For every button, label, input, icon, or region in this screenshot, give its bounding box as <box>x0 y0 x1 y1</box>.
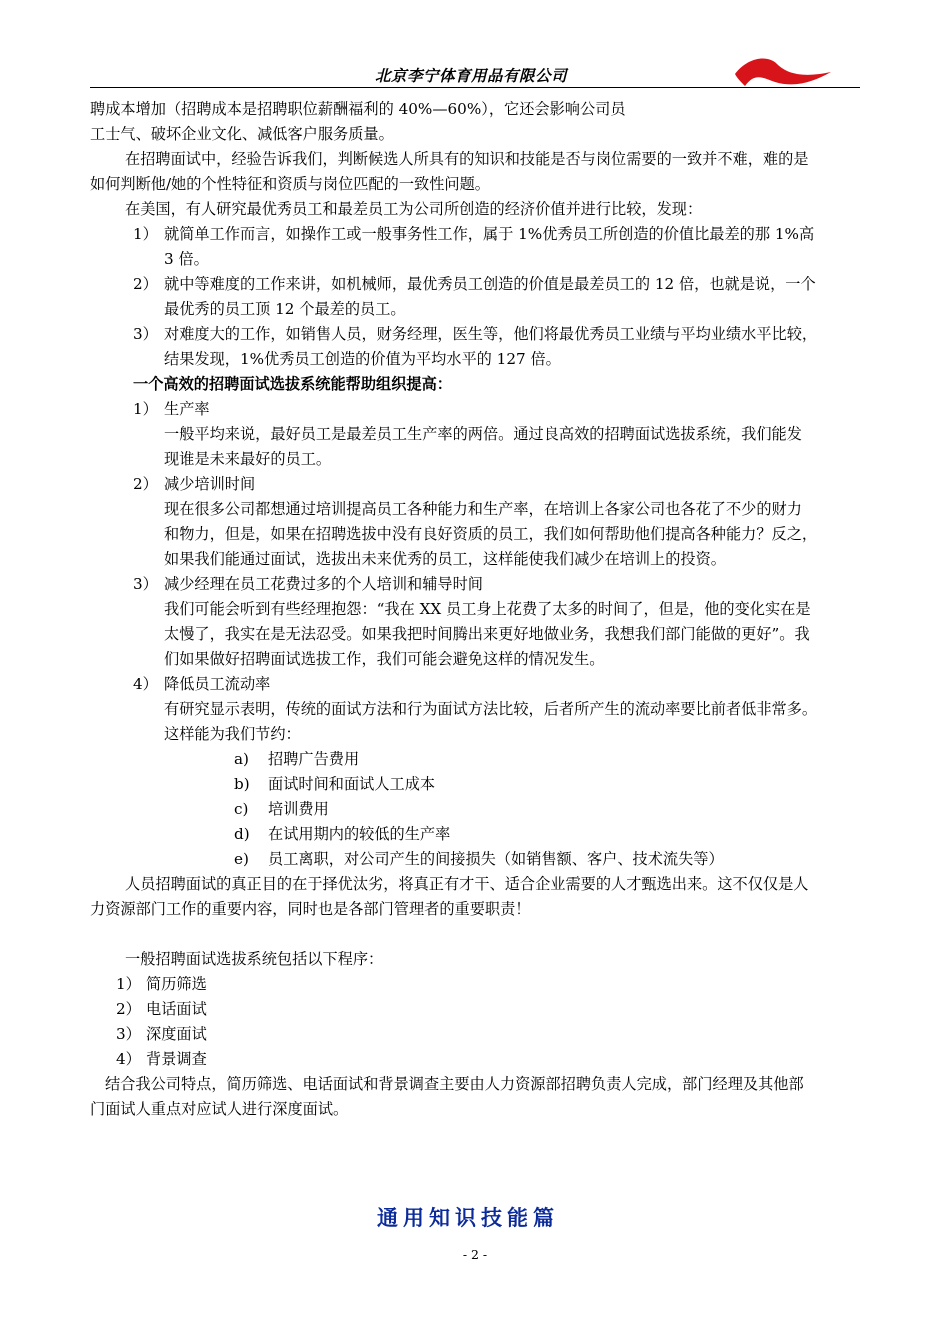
sub-list-item: 员工离职，对公司产生的间接损失（如销售额、客户、技术流失等） <box>268 850 724 868</box>
list-number: 2） <box>133 275 158 293</box>
list-item-text: 这样能为我们节约： <box>164 725 301 743</box>
sub-list-letter: c) <box>234 800 249 818</box>
sub-list-item: 面试时间和面试人工成本 <box>268 775 436 793</box>
sub-list-item: 培训费用 <box>268 800 329 818</box>
list-item-heading: 降低员工流动率 <box>164 675 271 693</box>
step-text: 简历筛选 <box>146 975 207 993</box>
paragraph-line: 人员招聘面试的真正目的在于择优汰劣，将真正有才干、适合企业需要的人才甄选出来。这不仅仅是人 <box>125 875 809 893</box>
list-number: 1） <box>133 400 158 418</box>
header-company-name: 北京李宁体育用品有限公司 <box>375 67 568 85</box>
section-heading: 一个高效的招聘面试选拔系统能帮助组织提高： <box>133 375 452 393</box>
paragraph-line: 聘成本增加（招聘成本是招聘职位薪酬福利的 40%—60%），它还会影响公司员 <box>90 100 626 118</box>
step-number: 2） <box>116 1000 141 1018</box>
paragraph-line: 一般招聘面试选拔系统包括以下程序： <box>125 950 384 968</box>
list-item-text: 太慢了，我实在是无法忍受。如果我把时间腾出来更好地做业务，我想我们部门能做的更好”。我 <box>164 625 810 643</box>
list-item-text: 对难度大的工作，如销售人员，财务经理，医生等，他们将最优秀员工业绩与平均业绩水平比较， <box>164 325 818 343</box>
step-text: 电话面试 <box>146 1000 207 1018</box>
paragraph-line: 如何判断他/她的个性特征和资质与岗位匹配的一致性问题。 <box>90 175 490 193</box>
list-item-text: 如果我们能通过面试，选拔出未来优秀的员工，这样能使我们减少在培训上的投资。 <box>164 550 726 568</box>
step-text: 背景调查 <box>146 1050 207 1068</box>
sub-list-letter: d) <box>234 825 250 843</box>
list-number: 2） <box>133 475 158 493</box>
list-item-text: 就中等难度的工作来讲，如机械师，最优秀员工创造的价值是最差员工的 12 倍，也就是说，一个 <box>164 275 816 293</box>
paragraph-line: 在美国，有人研究最优秀员工和最差员工为公司所创造的经济价值并进行比较，发现： <box>125 200 703 218</box>
list-item-heading: 减少经理在员工花费过多的个人培训和辅导时间 <box>164 575 483 593</box>
step-number: 4） <box>116 1050 141 1068</box>
list-item-text: 我们可能会听到有些经理抱怨：“我在 XX 员工身上花费了太多的时间了，但是，他的变化实在是 <box>164 600 811 618</box>
paragraph-line: 力资源部门工作的重要内容，同时也是各部门管理者的重要职责！ <box>90 900 531 918</box>
step-number: 1） <box>116 975 141 993</box>
list-number: 4） <box>133 675 158 693</box>
sub-list-letter: b) <box>234 775 250 793</box>
list-item-text: 现在很多公司都想通过培训提高员工各种能力和生产率，在培训上各家公司也各花了不少的财力 <box>164 500 802 518</box>
paragraph-line: 门面试人重点对应试人进行深度面试。 <box>90 1100 349 1118</box>
list-item-text: 现谁是未来最好的员工。 <box>164 450 332 468</box>
list-item-text: 就简单工作而言，如操作工或一般事务性工作，属于 1%优秀员工所创造的价值比最差的那 1%高 <box>164 225 815 243</box>
list-item-heading: 生产率 <box>164 400 210 418</box>
sub-list-letter: e) <box>234 850 249 868</box>
header-rule <box>90 87 860 88</box>
step-number: 3） <box>116 1025 141 1043</box>
list-item-heading: 减少培训时间 <box>164 475 256 493</box>
paragraph-line: 结合我公司特点，简历筛选、电话面试和背景调查主要由人力资源部招聘负责人完成，部门经理及其他部 <box>105 1075 804 1093</box>
list-number: 1） <box>133 225 158 243</box>
sub-list-item: 在试用期内的较低的生产率 <box>268 825 451 843</box>
list-item-text: 最优秀的员工顶 12 个最差的员工。 <box>164 300 406 318</box>
paragraph-line: 工士气、破坏企业文化、减低客户服务质量。 <box>90 125 394 143</box>
li-ning-logo-icon <box>733 52 833 96</box>
list-item-text: 们如果做好招聘面试选拔工作，我们可能会避免这样的情况发生。 <box>164 650 605 668</box>
sub-list-letter: a) <box>234 750 249 768</box>
page-number: - 2 - <box>462 1247 488 1262</box>
footer-section-title: 通用知识技能篇 <box>377 1205 559 1230</box>
list-item-text: 结果发现，1%优秀员工创造的价值为平均水平的 127 倍。 <box>164 350 561 368</box>
paragraph-line: 在招聘面试中，经验告诉我们，判断候选人所具有的知识和技能是否与岗位需要的一致并不难，难的是 <box>125 150 809 168</box>
list-item-text: 3 倍。 <box>164 250 209 268</box>
list-item-text: 有研究显示表明，传统的面试方法和行为面试方法比较，后者所产生的流动率要比前者低非常多。 <box>164 700 818 718</box>
list-item-text: 和物力，但是，如果在招聘选拔中没有良好资质的员工，我们如何帮助他们提高各种能力？反之， <box>164 525 818 543</box>
list-number: 3） <box>133 575 158 593</box>
step-text: 深度面试 <box>146 1025 207 1043</box>
list-item-text: 一般平均来说，最好员工是最差员工生产率的两倍。通过良高效的招聘面试选拔系统，我们能发 <box>164 425 802 443</box>
list-number: 3） <box>133 325 158 343</box>
sub-list-item: 招聘广告费用 <box>268 750 360 768</box>
